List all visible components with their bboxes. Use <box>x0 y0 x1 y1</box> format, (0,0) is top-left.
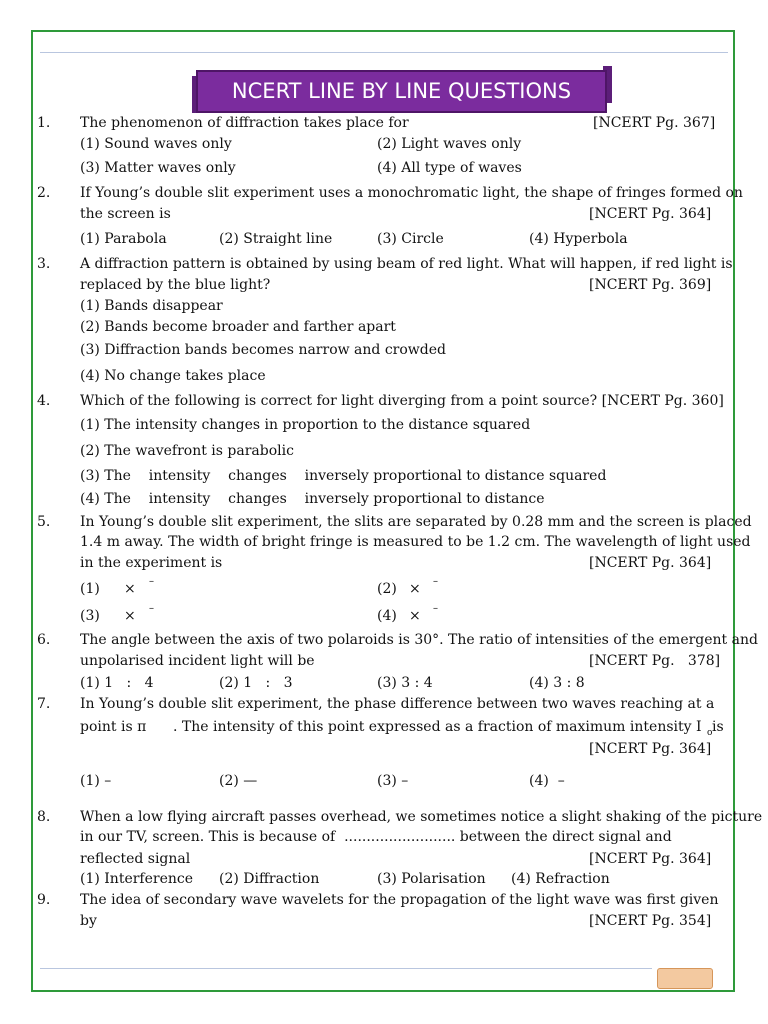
option: (3) – <box>377 773 409 789</box>
option: (2) Diffraction <box>219 871 320 887</box>
option: (2) <box>377 581 397 597</box>
option: (4) Refraction <box>511 871 610 887</box>
ncert-ref: [NCERT Pg. 378] <box>589 653 721 669</box>
question-text: When a low flying aircraft passes overhead, we sometimes notice a slight shaking of the picture <box>80 809 763 825</box>
question-number: 7. <box>37 696 51 712</box>
subscript: o <box>707 728 713 738</box>
option: (2) Bands become broader and farther apart <box>80 319 396 335</box>
question-number: 1. <box>37 115 51 131</box>
question-text-tail: is <box>712 719 724 735</box>
option: (3) Matter waves only <box>80 160 236 176</box>
option-times: × <box>124 608 136 624</box>
question-number: 4. <box>37 393 51 409</box>
question-text: The idea of secondary wave wavelets for the propagation of the light wave was first given <box>80 892 719 908</box>
option: (2) 1 : 3 <box>219 675 293 691</box>
option: (2) Light waves only <box>377 136 522 152</box>
question-text: by <box>80 913 97 929</box>
question-text: If Young’s double slit experiment uses a monochromatic light, the shape of fringes formed on <box>80 185 743 201</box>
option-times: × <box>124 581 136 597</box>
question-text: A diffraction pattern is obtained by using beam of red light. What will happen, if red light is <box>80 256 733 272</box>
ncert-ref: [NCERT Pg. 367] <box>593 115 716 131</box>
option: (1) Interference <box>80 871 194 887</box>
option: (2) — <box>219 773 258 789</box>
option: (1) <box>80 581 100 597</box>
question-text: replaced by the blue light? <box>80 277 271 293</box>
question-text: In Young’s double slit experiment, the phase difference between two waves reaching at a <box>80 696 715 712</box>
question-text: 1.4 m away. The width of bright fringe is measured to be 1.2 cm. The wavelength of light used <box>80 534 751 550</box>
bottom-rule <box>40 968 652 969</box>
ncert-ref: [NCERT Pg. 354] <box>589 913 712 929</box>
option-times: × <box>409 608 421 624</box>
question-text: in the experiment is <box>80 555 223 571</box>
option: (3) The intensity changes inversely proportional to distance squared <box>80 468 607 484</box>
option: (3) Diffraction bands becomes narrow and crowded <box>80 342 446 358</box>
option: (3) 3 : 4 <box>377 675 433 691</box>
question-number: 3. <box>37 256 51 272</box>
ncert-ref: [NCERT Pg. 364] <box>589 741 712 757</box>
page-title: NCERT LINE BY LINE QUESTIONS <box>198 72 605 111</box>
option: (4) All type of waves <box>377 160 522 176</box>
question-text: The angle between the axis of two polaroids is 30°. The ratio of intensities of the emergent and <box>80 632 758 648</box>
option: (1) Bands disappear <box>80 298 223 314</box>
option: (2) Straight line <box>219 231 333 247</box>
option: (4) 3 : 8 <box>529 675 585 691</box>
top-rule <box>40 52 728 53</box>
option: (3) Circle <box>377 231 444 247</box>
option-sup: – <box>149 576 154 587</box>
option: (2) The wavefront is parabolic <box>80 443 294 459</box>
option-times: × <box>409 581 421 597</box>
ncert-ref: [NCERT Pg. 364] <box>589 206 712 222</box>
question-text: Which of the following is correct for light diverging from a point source? [NCERT Pg. 360] <box>80 393 724 409</box>
question-number: 6. <box>37 632 51 648</box>
option: (3) Polarisation <box>377 871 486 887</box>
ncert-ref: [NCERT Pg. 364] <box>589 555 712 571</box>
question-text: reflected signal <box>80 851 191 867</box>
question-text: The phenomenon of diffraction takes place for <box>80 115 409 131</box>
option: (4) The intensity changes inversely proportional to distance <box>80 491 545 507</box>
question-number: 5. <box>37 514 51 530</box>
question-text: the screen is <box>80 206 171 222</box>
option-sup: – <box>433 603 438 614</box>
ncert-ref: [NCERT Pg. 364] <box>589 851 712 867</box>
page-number-tab <box>657 968 713 989</box>
option: (1) The intensity changes in proportion to the distance squared <box>80 417 531 433</box>
question-text: in our TV, screen. This is because of ......................... between the direct signal and <box>80 829 672 845</box>
question-text: point is π . The intensity of this point expressed as a fraction of maximum intensity I <box>80 719 702 735</box>
question-number: 9. <box>37 892 51 908</box>
option-sup: – <box>149 603 154 614</box>
ncert-ref: [NCERT Pg. 369] <box>589 277 712 293</box>
option: (3) <box>80 608 100 624</box>
question-number: 8. <box>37 809 51 825</box>
question-number: 2. <box>37 185 51 201</box>
option: (1) Sound waves only <box>80 136 232 152</box>
option-sup: – <box>433 576 438 587</box>
question-text: unpolarised incident light will be <box>80 653 315 669</box>
option: (1) – <box>80 773 112 789</box>
option: (4) No change takes place <box>80 368 266 384</box>
option: (4) – <box>529 773 565 789</box>
question-text: In Young’s double slit experiment, the slits are separated by 0.28 mm and the screen is placed <box>80 514 752 530</box>
option: (4) Hyperbola <box>529 231 628 247</box>
option: (4) <box>377 608 397 624</box>
option: (1) Parabola <box>80 231 167 247</box>
option: (1) 1 : 4 <box>80 675 154 691</box>
